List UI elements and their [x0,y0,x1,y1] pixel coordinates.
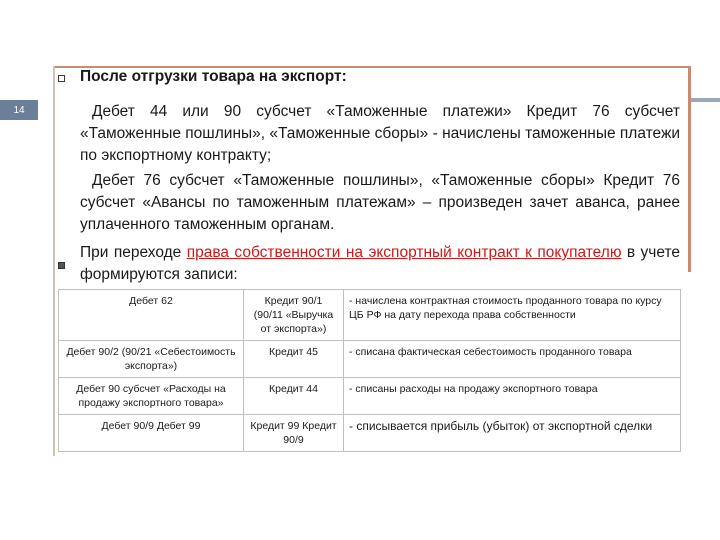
paragraph-3 [80,242,680,286]
table-row [59,378,681,415]
paragraph-3-end: в учете формируются записи: [80,244,680,283]
entries-table [58,289,681,452]
filled-square-bullet-icon [58,262,65,269]
debit-cell: Дебет 90 субсчет «Расходы на продажу экспортного товара» [59,378,244,415]
slide-frame-right [688,66,691,272]
credit-cell: Кредит 90/1 (90/11 «Выручка от экспорта») [244,290,344,341]
table-row [59,415,681,452]
description-cell: - начислена контрактная стоимость проданного товара по курсу ЦБ РФ на дату перехода права собственности [344,290,681,341]
hollow-square-bullet-icon [58,75,65,82]
table-row [59,341,681,378]
description-cell: - списаны расходы на продажу экспортного товара [344,378,681,415]
table-row [59,290,681,341]
description-cell: - списана фактическая себестоимость проданного товара [344,341,681,378]
credit-cell: Кредит 99 Кредит 90/9 [244,415,344,452]
ownership-transfer-highlight: права собственности на экспортный контракт к покупателю [186,244,622,261]
debit-cell: Дебет 90/9 Дебет 99 [59,415,244,452]
description-cell: - списывается прибыль (убыток) от экспортной сделки [344,415,681,452]
credit-cell: Кредит 45 [244,341,344,378]
slide-heading: После отгрузки товара на экспорт: [80,68,347,85]
slide-frame-left [53,66,55,456]
slide-number: 14 [0,100,38,120]
paragraph-2: Дебет 76 субсчет «Таможенные пошлины», «Таможенные сборы» Кредит 76 субсчет «Авансы по таможенным платежам» – произведен зачет аванса, ранее уплаченного таможенным органам. [80,172,680,233]
credit-cell: Кредит 44 [244,378,344,415]
debit-cell: Дебет 62 [59,290,244,341]
paragraph-1: Дебет 44 или 90 субсчет «Таможенные платежи» Кредит 76 субсчет «Таможенные пошлины», «Таможенные сборы» - начислены таможенные платежи по экспортному контракту; [80,103,681,164]
debit-cell: Дебет 90/2 (90/21 «Себестоимость экспорта») [59,341,244,378]
paragraph-3-start: При переходе [80,244,187,261]
slide-stripe [691,98,720,102]
